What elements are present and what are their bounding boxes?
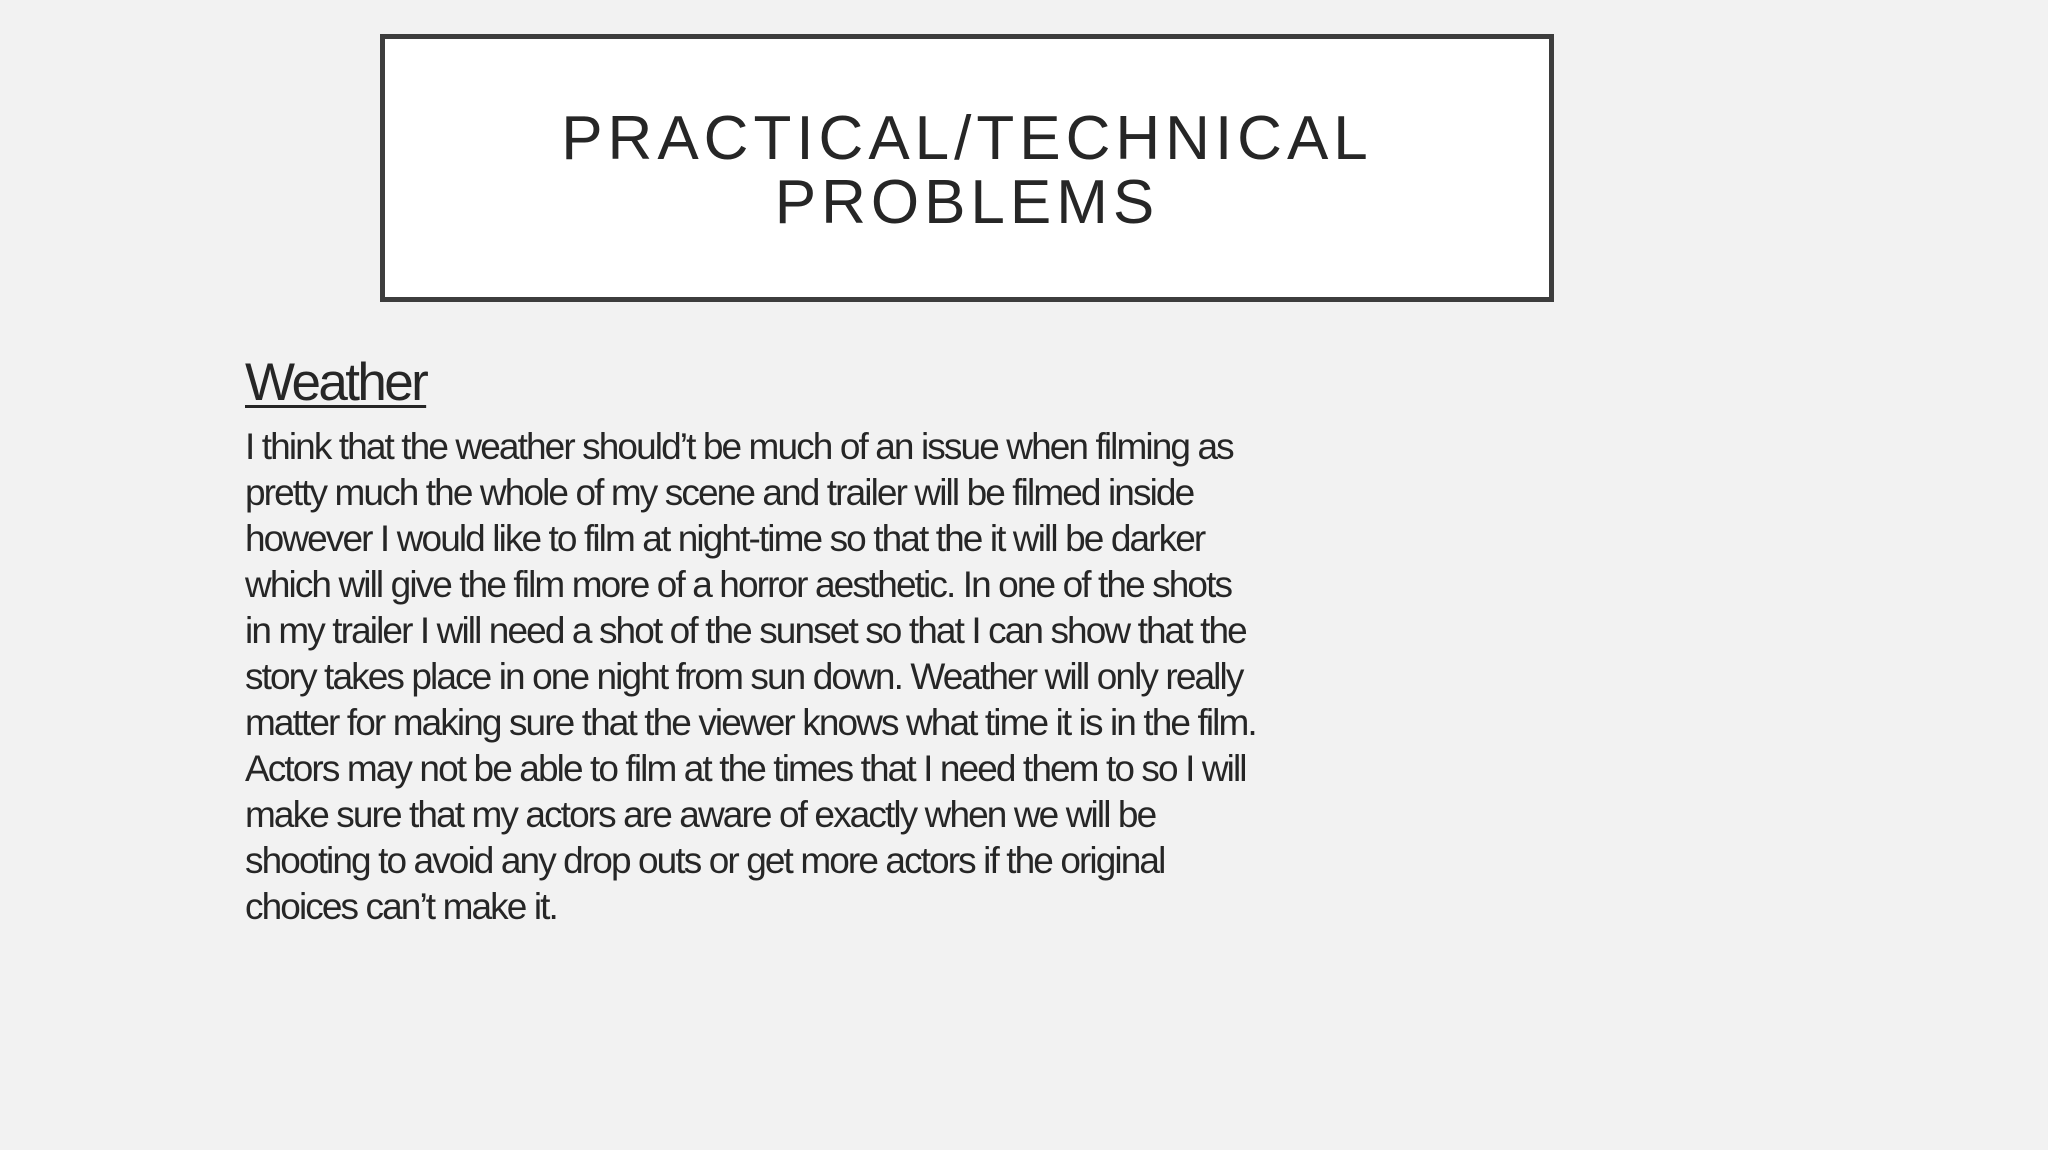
slide-title-line-1: PRACTICAL/TECHNICAL (561, 104, 1373, 173)
slide-content (245, 348, 1285, 930)
body-line: story takes place in one night from sun down. Weather will only really (245, 656, 1243, 697)
body-line: Actors may not be able to film at the times that I need them to so I will (245, 748, 1246, 789)
body-line: choices can’t make it. (245, 886, 557, 927)
slide-title-line-2: PROBLEMS (774, 168, 1160, 237)
body-line: shooting to avoid any drop outs or get more actors if the original (245, 840, 1165, 881)
body-line: however I would like to film at night-time so that the it will be darker (245, 518, 1205, 559)
body-line: pretty much the whole of my scene and trailer will be filmed inside (245, 472, 1194, 513)
body-line: I think that the weather should’t be much of an issue when filming as (245, 426, 1233, 467)
body-line: make sure that my actors are aware of exactly when we will be (245, 794, 1156, 835)
slide-title (385, 104, 1549, 237)
body-line: in my trailer I will need a shot of the sunset so that I can show that the (245, 610, 1246, 651)
section-heading: Weather (245, 353, 427, 412)
title-box (380, 34, 1554, 302)
body-line: which will give the film more of a horror aesthetic. In one of the shots (245, 564, 1232, 605)
body-paragraph (245, 424, 1285, 930)
body-line: matter for making sure that the viewer knows what time it is in the film. (245, 702, 1256, 743)
